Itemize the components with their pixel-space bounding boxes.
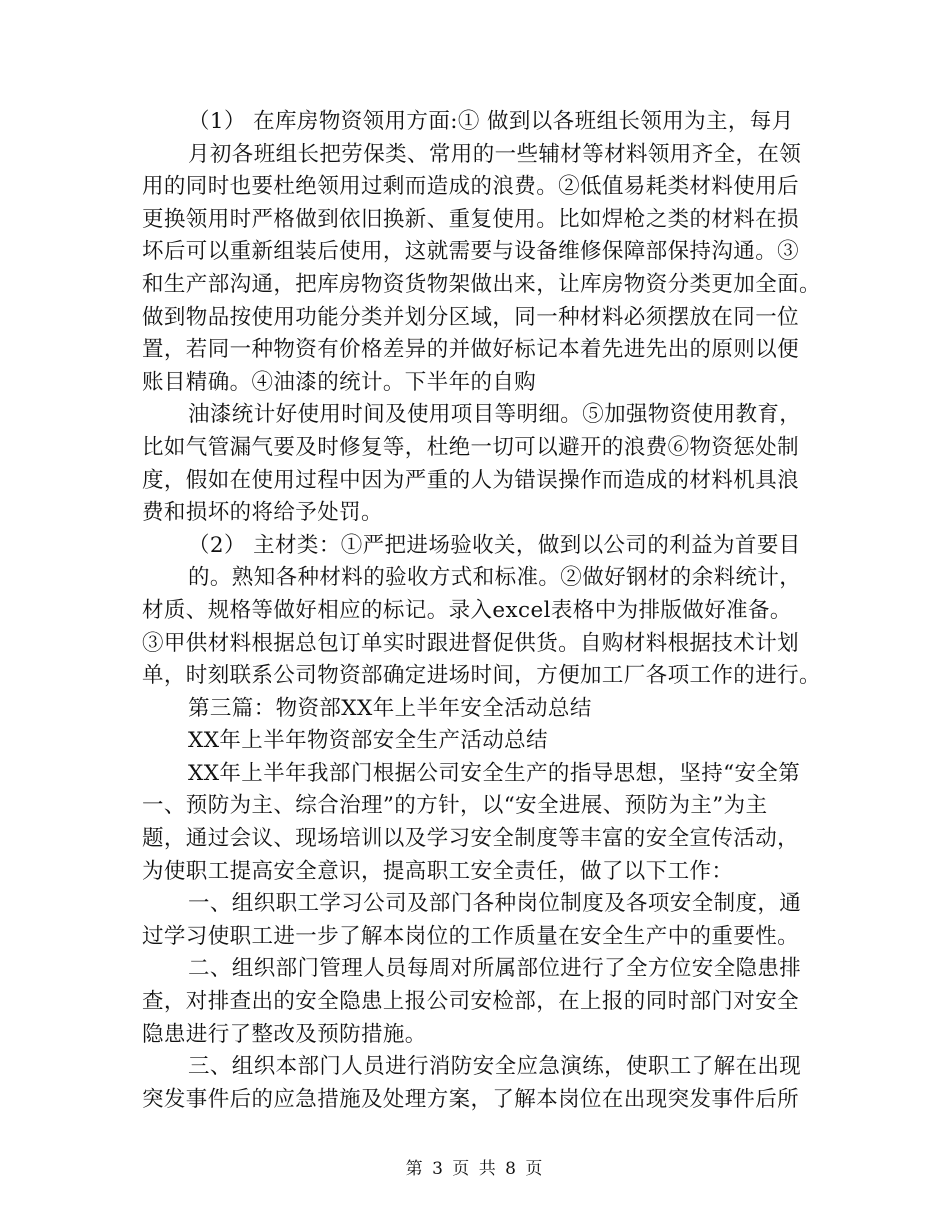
text-line: XX年上半年物资部安全生产活动总结 xyxy=(188,728,548,754)
text-line: 做到物品按使用功能分类并划分区域，同一种材料必须摆放在同一位 xyxy=(142,304,800,330)
text-line: 隐患进行了整改及预防措施。 xyxy=(142,1021,427,1047)
text-line: （1） 在库房物资领用方面:① 做到以各班组长领用为主，每月 xyxy=(188,109,794,134)
text-line: 更换领用时严格做到依旧换新、重复使用。比如焊枪之类的材料在损 xyxy=(142,206,800,232)
text-line: 为使职工提高安全意识，提高职工安全责任，做了以下工作： xyxy=(142,858,734,884)
text-line: 一、预防为主、综合治理”的方针，以“安全进展、预防为主”为主 xyxy=(142,793,768,819)
text-line: XX年上半年我部门根据公司安全生产的指导思想，坚持“安全第 xyxy=(188,760,801,786)
text-line: 材质、规格等做好相应的标记。录入excel表格中为排版做好准备。 xyxy=(142,597,792,623)
text-line: 度，假如在使用过程中因为严重的人为错误操作而造成的材料机具浪 xyxy=(142,467,800,493)
text-line: 比如气管漏气要及时修复等，杜绝一切可以避开的浪费⑥物资惩处制 xyxy=(142,434,800,460)
text-line: ③甲供材料根据总包订单实时跟进督促供货。自购材料根据技术计划 xyxy=(142,630,800,656)
text-line: 和生产部沟通，把库房物资货物架做出来，让库房物资分类更加全面。 xyxy=(142,271,821,297)
text-line: 月初各班组长把劳保类、常用的一些辅材等材料领用齐全，在领 xyxy=(188,141,802,167)
text-line: 突发事件后的应急措施及处理方案，了解本岗位在出现突发事件后所 xyxy=(142,1086,800,1112)
text-line: 用的同时也要杜绝领用过剩而造成的浪费。②低值易耗类材料使用后 xyxy=(142,174,800,200)
text-line: 第三篇：物资部XX年上半年安全活动总结 xyxy=(188,695,592,721)
text-line: 查，对排查出的安全隐患上报公司安检部，在上报的同时部门对安全 xyxy=(142,989,800,1015)
text-line: 二、组织部门管理人员每周对所属部位进行了全方位安全隐患排 xyxy=(188,956,802,982)
text-line: （2） 主材类：①严把进场验收关，做到以公司的利益为首要目 xyxy=(188,532,801,558)
text-line: 的。熟知各种材料的验收方式和标准。②做好钢材的余料统计， xyxy=(188,565,802,591)
text-line: 置，若同一种物资有价格差异的并做好标记本着先进先出的原则以便 xyxy=(142,337,800,363)
text-line: 账目精确。④油漆的统计。下半年的自购 xyxy=(142,369,537,395)
text-line: 费和损坏的将给予处罚。 xyxy=(142,500,383,526)
document-body xyxy=(142,106,821,1116)
text-line: 油漆统计好使用时间及使用项目等明细。⑤加强物资使用教育， xyxy=(188,402,802,428)
text-line: 单，时刻联系公司物资部确定进场时间，方便加工厂各项工作的进行。 xyxy=(142,663,821,689)
text-line: 题，通过会议、现场培训以及学习安全制度等丰富的安全宣传活动， xyxy=(142,826,800,852)
page-footer: 第 3 页 共 8 页 xyxy=(405,1159,545,1179)
text-line: 一、组织职工学习公司及部门各种岗位制度及各项安全制度，通 xyxy=(188,891,802,917)
text-line: 过学习使职工进一步了解本岗位的工作质量在安全生产中的重要性。 xyxy=(142,923,800,949)
text-line: 三、组织本部门人员进行消防安全应急演练，使职工了解在出现 xyxy=(188,1054,802,1080)
text-line: 坏后可以重新组装后使用，这就需要与设备维修保障部保持沟通。③ xyxy=(142,239,800,265)
